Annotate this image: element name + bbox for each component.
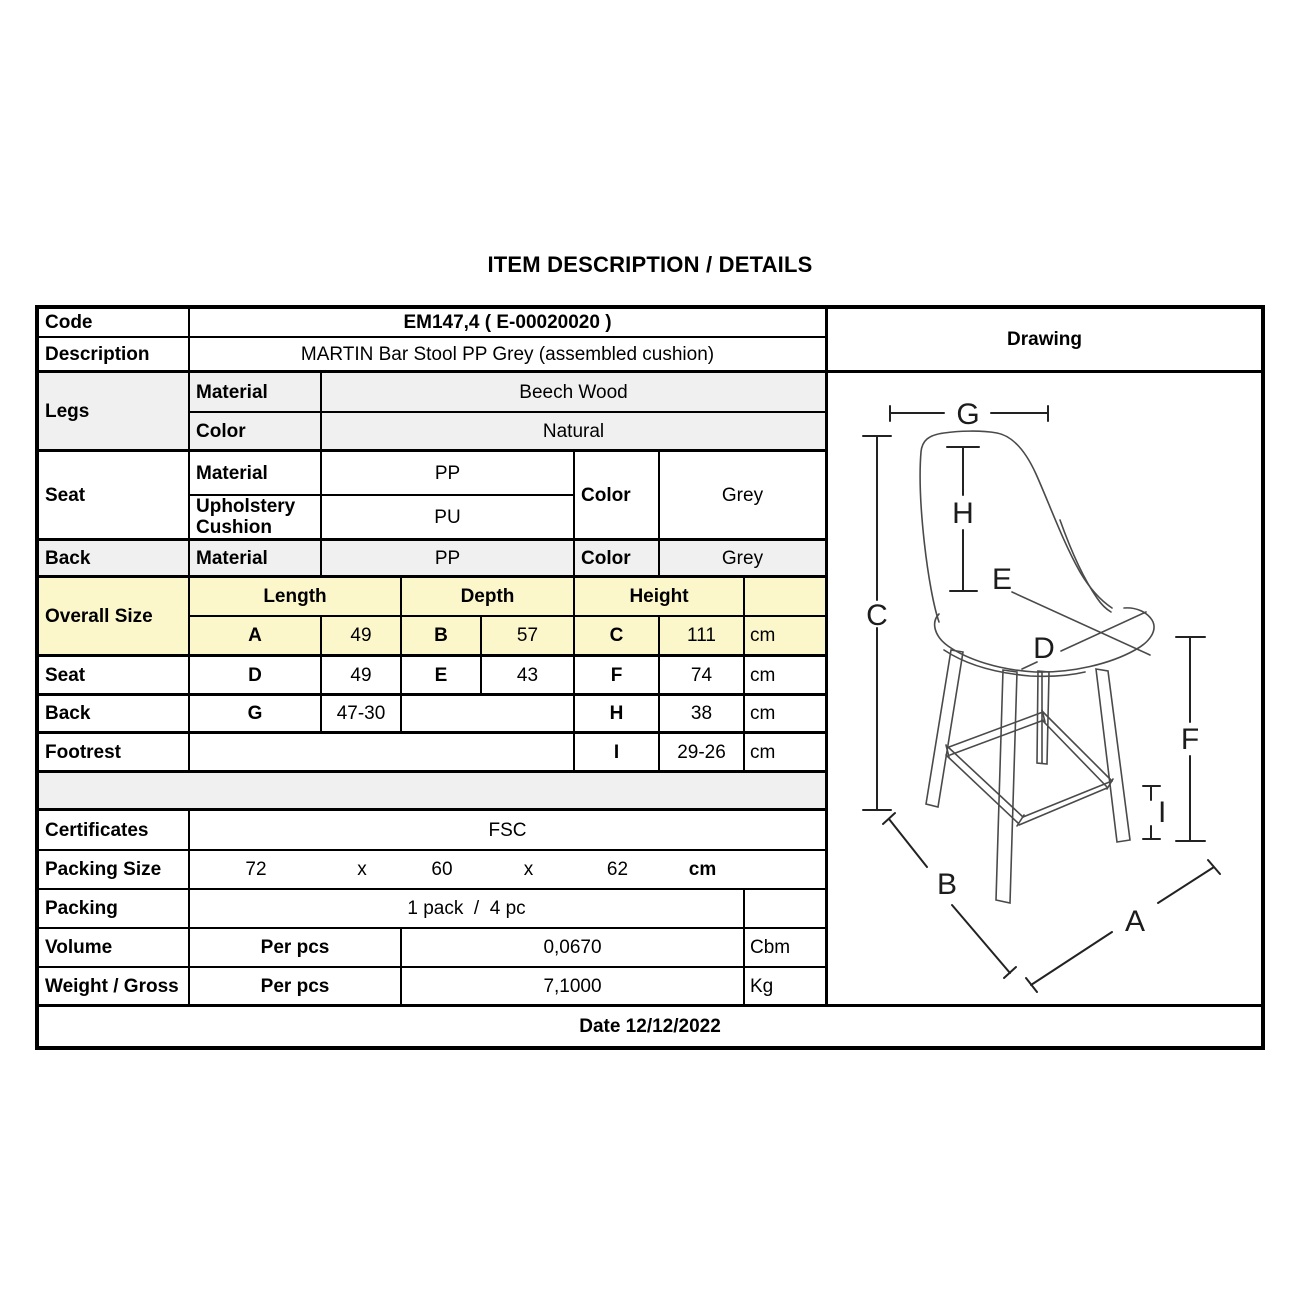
dim-label-G: G [956,398,980,431]
back-height-value: 38 [660,696,745,734]
back-size-unit: cm [745,696,828,734]
volume-value: 0,0670 [402,929,745,968]
overall-length-value: 49 [322,617,402,657]
volume-label: Volume [39,929,190,968]
volume-basis: Per pcs [190,929,402,968]
weight-value: 7,1000 [402,968,745,1007]
dim-label-B: B [936,868,958,901]
seat-upholstery-label: Upholstery Cushion [190,496,322,541]
dim-label-A: A [1124,905,1146,938]
overall-unit: cm [745,617,828,657]
legs-material-value: Beech Wood [322,373,828,413]
certificates-label: Certificates [39,811,190,851]
footrest-unit: cm [745,734,828,773]
footrest-height-value: 29-26 [660,734,745,773]
packing-size-height: 62 [606,859,629,880]
weight-unit: Kg [745,968,828,1007]
footrest-label: Footrest [39,734,190,773]
code-value: EM147,4 ( E-00020020 ) [190,309,828,338]
packing-size-label: Packing Size [39,851,190,890]
description-label: Description [39,338,190,373]
legs-color-value: Natural [322,413,828,452]
back-length-value: 47-30 [322,696,402,734]
overall-depth-value: 57 [482,617,575,657]
footrest-empty-cell [190,734,575,773]
weight-label: Weight / Gross [39,968,190,1007]
seat-color-value: Grey [660,452,828,541]
seat-upholstery-value: PU [322,496,575,541]
seat-material-label: Material [190,452,322,496]
drawing-area [828,373,1261,1007]
back-color-label: Color [575,541,660,578]
dim-label-D: D [1033,632,1055,665]
overall-height-value: 111 [660,617,745,657]
back-size-empty-cell [402,696,575,734]
packing-empty-cell [745,890,828,929]
back-material-label: Material [190,541,322,578]
seat-size-unit: cm [745,657,828,696]
seat-length-key: D [190,657,322,696]
legs-material-label: Material [190,373,322,413]
packing-size-x1: x [357,859,367,880]
stool-technical-drawing [828,373,1261,1004]
dim-label-I: I [1158,796,1167,829]
seat-color-label: Color [575,452,660,541]
dim-label-H: H [952,497,974,530]
seat-length-value: 49 [322,657,402,696]
packing-size-x2: x [523,859,534,880]
depth-header: Depth [402,578,575,617]
packing-label: Packing [39,890,190,929]
legs-row-label: Legs [39,373,190,452]
size-header-empty-cell [745,578,828,617]
dim-label-C: C [866,599,888,632]
packing-size-unit: cm [688,859,717,880]
dim-label-F: F [1180,723,1200,756]
description-value: MARTIN Bar Stool PP Grey (assembled cushion) [190,338,828,373]
seat-size-label: Seat [39,657,190,696]
page-title: ITEM DESCRIPTION / DETAILS [487,252,813,277]
packing-value: 1 pack / 4 pc [190,890,745,929]
back-length-key: G [190,696,322,734]
packing-size-length: 72 [245,859,267,880]
seat-material-value: PP [322,452,575,496]
length-header: Length [190,578,402,617]
weight-basis: Per pcs [190,968,402,1007]
packing-size-value [190,851,828,890]
code-label: Code [39,309,190,338]
packing-size-depth: 60 [431,859,453,880]
volume-unit: Cbm [745,929,828,968]
footrest-height-key: I [575,734,660,773]
back-material-value: PP [322,541,575,578]
back-color-value: Grey [660,541,828,578]
height-header: Height [575,578,745,617]
seat-height-key: F [575,657,660,696]
seat-depth-value: 43 [482,657,575,696]
certificates-value: FSC [190,811,828,851]
spec-table [35,305,1265,1050]
seat-row-label: Seat [39,452,190,541]
back-height-key: H [575,696,660,734]
overall-length-key: A [190,617,322,657]
seat-depth-key: E [402,657,482,696]
drawing-header: Drawing [828,309,1261,373]
back-size-label: Back [39,696,190,734]
dim-label-E: E [991,563,1013,596]
date-row: Date 12/12/2022 [579,1016,721,1037]
legs-color-label: Color [190,413,322,452]
back-row-label: Back [39,541,190,578]
spacer-row [39,773,828,811]
overall-height-key: C [575,617,660,657]
overall-size-label: Overall Size [39,578,190,657]
seat-height-value: 74 [660,657,745,696]
overall-depth-key: B [402,617,482,657]
